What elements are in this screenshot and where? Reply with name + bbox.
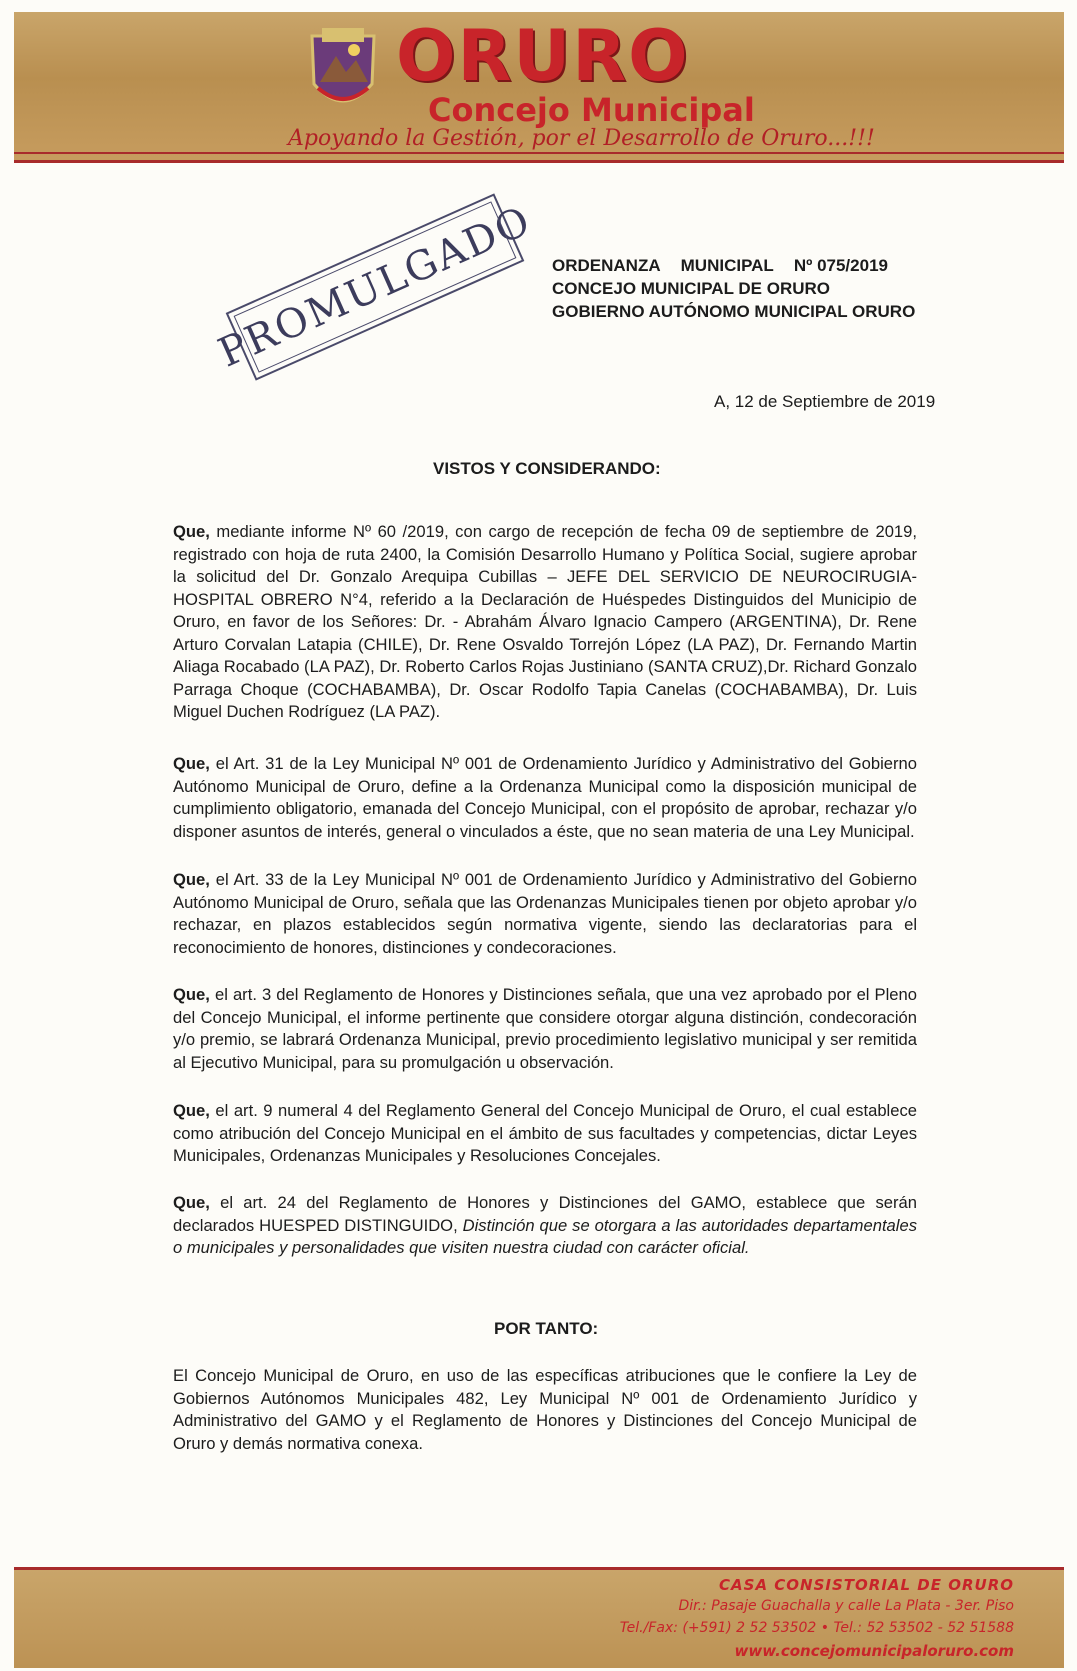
- considerando-paragraph: [173, 753, 917, 843]
- doc-type-word2: MUNICIPAL: [680, 256, 774, 275]
- stamp-text: PROMULGADO: [211, 197, 539, 377]
- considerando-paragraph: [173, 1100, 917, 1168]
- letterhead-footer: [14, 1567, 1064, 1668]
- por-tanto-paragraph: El Concejo Municipal de Oruro, en uso de las específicas atribuciones que le confiere la Ley de Gobiernos Autónomos Municipales 482, Ley Municipal Nº 001 de Ordenamiento Jurídico y Administrativo del GAMO y el Reglamento de Honores y Distinciones del Concejo Municipal de Oruro y demás normativa conexa.: [173, 1366, 917, 1453]
- footer-address: Dir.: Pasaje Guachalla y calle La Plata - 3er. Piso: [678, 1598, 1014, 1614]
- document-heading: [552, 254, 915, 323]
- footer-website: www.concejomunicipaloruro.com: [734, 1642, 1014, 1660]
- vistos-heading: VISTOS Y CONSIDERANDO:: [433, 459, 661, 478]
- paragraph-text: mediante informe Nº 60 /2019, con cargo de recepción de fecha 09 de septiembre de 2019, registrado con hoja de ruta 2400, la Comisión Desarrollo Humano y Política Social, sugiere aprobar la solicitud del Dr. Gonzalo Arequipa Cubillas – JEFE DEL SERVICIO DE NEUROCIRUGIA-HOSPITAL OBRERO N°4, referido a la Declaración de Huéspedes Distinguidos del Municipio de Oruro, en favor de los Señores: Dr. - Abrahám Álvaro Ignacio Campero (ARGENTINA), Dr. Rene Arturo Corvalan Latapia (CHILE), Dr. Rene Osvaldo Torrejón López (LA PAZ), Dr. Fernando Martin Aliaga Rocabado (LA PAZ), Dr. Roberto Carlos Rojas Justiniano (SANTA CRUZ),Dr. Richard Gonzalo Parraga Choque (COCHABAMBA), Dr. Oscar Rodolfo Tapia Canelas (COCHABAMBA), Dr. Luis Miguel Duchen Rodríguez (LA PAZ).: [173, 522, 917, 721]
- considerando-paragraph: [173, 1192, 917, 1260]
- paragraph-italic: Distinción que se otorgara a las autoridades departamentales o municipales y personalidades que visiten nuestra ciudad con carácter oficial.: [173, 1215, 917, 1257]
- paragraph-text: el Art. 31 de la Ley Municipal Nº 001 de Ordenamiento Jurídico y Administrativo del Gobierno Autónomo Municipal de Oruro, define a la Ordenanza Municipal como la disposición municipal de cumplimiento obligatorio, emanada del Concejo Municipal, con el propósito de aprobar, rechazar y/o disponer asuntos de interés, general o vinculados a éste, que no sean materia de una Ley Municipal.: [173, 754, 917, 841]
- doc-type-word1: ORDENANZA: [552, 256, 661, 275]
- letterhead-banner: [14, 12, 1064, 163]
- paragraph-text: el art. 24 del Reglamento de Honores y Distinciones del GAMO, establece que serán declarados HUESPED DISTINGUIDO,: [173, 1193, 917, 1235]
- considerando-paragraph: [173, 869, 917, 959]
- por-tanto-heading: POR TANTO:: [494, 1319, 599, 1338]
- considerando-paragraph: [173, 521, 917, 724]
- doc-government: GOBIERNO AUTÓNOMO MUNICIPAL ORURO: [552, 302, 916, 321]
- doc-council: CONCEJO MUNICIPAL DE ORURO: [552, 279, 831, 298]
- footer-institution: CASA CONSISTORIAL DE ORURO: [719, 1576, 1014, 1594]
- doc-number: Nº 075/2019: [793, 256, 888, 275]
- paragraph-lead: Que,: [173, 522, 210, 541]
- brand-subtitle: Concejo Municipal: [428, 91, 755, 129]
- considerando-paragraph: [173, 984, 917, 1074]
- oruro-crest-icon: [306, 26, 380, 118]
- footer-phones: Tel./Fax: (+591) 2 52 53502 • Tel.: 52 53502 - 52 51588: [619, 1620, 1014, 1636]
- paragraph-text: el art. 3 del Reglamento de Honores y Distinciones señala, que una vez aprobado por el Pleno del Concejo Municipal, el informe pertinente que considere otorgar alguna distinción, condecoración y/o premio, se labrará Ordenanza Municipal, previo procedimiento legislativo municipal y ser remitida al Ejecutivo Municipal, para su promulgación u observación.: [173, 985, 917, 1072]
- paragraph-text: el art. 9 numeral 4 del Reglamento General del Concejo Municipal de Oruro, el cual establece como atribución del Concejo Municipal en el ámbito de sus facultades y competencias, dictar Leyes Municipales, Ordenanzas Municipales y Resoluciones Concejales.: [173, 1101, 917, 1165]
- paragraph-lead: Que,: [173, 1193, 210, 1212]
- document-date: A, 12 de Septiembre de 2019: [714, 392, 936, 411]
- paragraph-lead: Que,: [173, 870, 210, 889]
- paragraph-lead: Que,: [173, 985, 210, 1004]
- brand-slogan: Apoyando la Gestión, por el Desarrollo de Oruro...!!!: [288, 126, 875, 151]
- paragraph-text: el Art. 33 de la Ley Municipal Nº 001 de Ordenamiento Jurídico y Administrativo del Gobierno Autónomo Municipal de Oruro, señala que las Ordenanzas Municipales tienen por objeto aprobar y/o rechazar, en plazos establecidos según normativa vigente, siendo las declaratorias para el reconocimiento de honores, distinciones y condecoraciones.: [173, 870, 917, 957]
- header-divider: [14, 152, 1064, 154]
- paragraph-lead: Que,: [173, 1101, 210, 1120]
- brand-title: ORURO: [396, 15, 690, 97]
- promulgado-stamp: [211, 193, 539, 380]
- paragraph-lead: Que,: [173, 754, 210, 773]
